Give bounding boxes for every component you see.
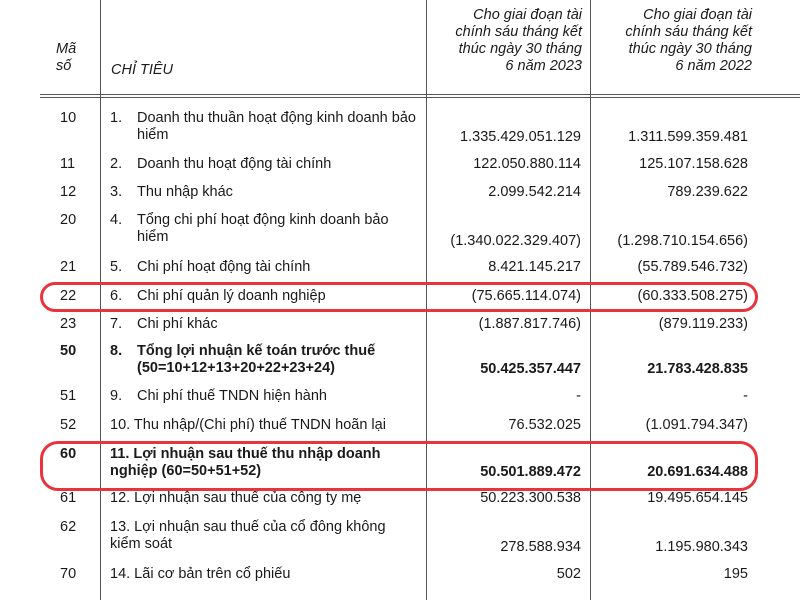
row-code: 23	[60, 316, 77, 332]
row-code: 21	[60, 259, 77, 275]
value-2023: 122.050.880.114	[473, 156, 581, 172]
row-label: 14. Lãi cơ bản trên cổ phiếu	[110, 566, 291, 582]
value-2023: 278.588.934	[500, 539, 581, 555]
row-label: Chi phí thuế TNDN hiện hành	[137, 388, 327, 404]
row-label: Chi phí quản lý doanh nghiệp	[137, 288, 326, 304]
row-number: 5.	[110, 259, 123, 275]
row-label: Doanh thu thuần hoạt động kinh doanh bảo hiểm	[137, 110, 416, 143]
row-code: 20	[60, 212, 77, 228]
row-code: 10	[60, 110, 77, 126]
row-code: 52	[60, 417, 77, 433]
value-2023: 50.501.889.472	[480, 464, 581, 480]
header-divider	[40, 94, 800, 95]
value-2023: 76.532.025	[508, 417, 581, 433]
row-label: Chi phí hoạt động tài chính	[137, 259, 311, 275]
row-code: 70	[60, 566, 77, 582]
item-column-header: CHỈ TIÊU	[111, 62, 174, 78]
value-2022: 125.107.158.628	[639, 156, 748, 172]
row-code: 22	[60, 288, 77, 304]
value-2023: (1.340.022.329.407)	[450, 233, 581, 249]
row-code: 11	[60, 156, 76, 172]
value-2022: 20.691.634.488	[647, 464, 748, 480]
value-2023: (75.665.114.074)	[471, 288, 581, 304]
value-2022: (1.298.710.154.656)	[617, 233, 748, 249]
row-label: 11. Lợi nhuận sau thuế thu nhập doanh nghiệp (60=50+51+52)	[110, 446, 381, 479]
value-2022: (55.789.546.732)	[637, 259, 748, 275]
value-2022: 195	[723, 566, 748, 582]
row-label: Chi phí khác	[137, 316, 218, 332]
value-2022: -	[743, 388, 748, 404]
code-column-header: Mã số	[56, 41, 77, 74]
row-number: 1.	[110, 110, 123, 126]
value-2022: 789.239.622	[667, 184, 748, 200]
row-code: 50	[60, 343, 77, 359]
row-label: 10. Thu nhập/(Chi phí) thuế TNDN hoãn lại	[110, 417, 386, 433]
row-label: Doanh thu hoạt động tài chính	[137, 156, 332, 172]
period-2023-header: Cho giai đoạn tài chính sáu tháng kết thúc ngày 30 tháng 6 năm 2023	[455, 7, 582, 74]
value-2023: 8.421.145.217	[488, 259, 581, 275]
value-2022: 1.311.599.359.481	[628, 129, 748, 145]
value-2022: (60.333.508.275)	[637, 288, 748, 304]
row-number: 3.	[110, 184, 123, 200]
row-code: 12	[60, 184, 77, 200]
row-label: 12. Lợi nhuận sau thuế của công ty mẹ	[110, 490, 362, 506]
value-2023: 50.425.357.447	[480, 361, 581, 377]
row-label: Tổng chi phí hoạt động kinh doanh bảo hiểm	[137, 212, 389, 245]
highlight-row-60	[40, 441, 758, 491]
value-2023: 502	[556, 566, 581, 582]
highlight-row-22	[40, 282, 758, 312]
value-2022: 1.195.980.343	[655, 539, 748, 555]
row-number: 6.	[110, 288, 123, 304]
row-number: 9.	[110, 388, 123, 404]
row-code: 61	[60, 490, 77, 506]
value-2023: 50.223.300.538	[480, 490, 581, 506]
row-number: 4.	[110, 212, 123, 228]
row-label: Tổng lợi nhuận kế toán trước thuế (50=10+12+13+20+22+23+24)	[137, 343, 376, 376]
row-code: 62	[60, 519, 77, 535]
period-2022-header: Cho giai đoạn tài chính sáu tháng kết thúc ngày 30 tháng 6 năm 2022	[625, 7, 752, 74]
header-divider	[40, 97, 800, 98]
row-number: 8.	[110, 343, 123, 359]
row-number: 2.	[110, 156, 123, 172]
value-2022: 21.783.428.835	[647, 361, 748, 377]
row-number: 7.	[110, 316, 123, 332]
value-2022: (879.119.233)	[658, 316, 748, 332]
value-2023: 2.099.542.214	[488, 184, 581, 200]
row-label: Thu nhập khác	[137, 184, 233, 200]
row-label: 13. Lợi nhuận sau thuế của cổ đông không kiểm soát	[110, 519, 386, 552]
row-code: 60	[60, 446, 77, 462]
value-2023: 1.335.429.051.129	[460, 129, 581, 145]
value-2022: (1.091.794.347)	[645, 417, 748, 433]
value-2023: (1.887.817.746)	[478, 316, 581, 332]
row-code: 51	[60, 388, 77, 404]
value-2023: -	[576, 388, 581, 404]
value-2022: 19.495.654.145	[647, 490, 748, 506]
